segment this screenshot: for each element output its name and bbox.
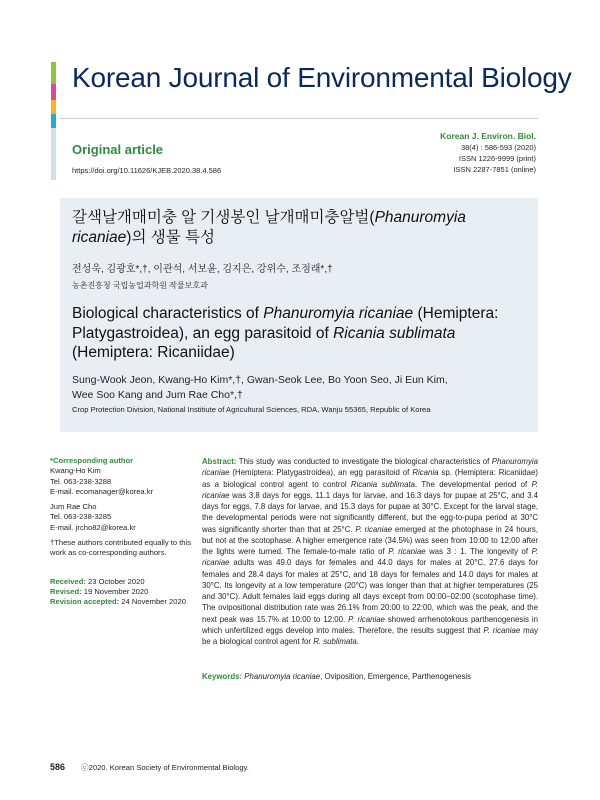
- english-authors: [72, 373, 512, 402]
- english-title-text-mid: (Hemiptera: Platygastroidea), an egg parasitoid of: [72, 305, 499, 342]
- abstract-label: Abstract:: [202, 457, 237, 466]
- color-bar-blue: [51, 114, 56, 128]
- korean-title-species: Phanuromyia ricaniae: [72, 209, 466, 246]
- keyword-species: Phanuromyia ricaniae: [244, 672, 321, 681]
- co-corresponding-note: †These authors contributed equally to this work as co-corresponding authors.: [50, 538, 191, 558]
- abstract-species: P. ricaniae: [202, 479, 538, 500]
- accepted-label: Revision accepted:: [50, 597, 120, 607]
- english-authors-line2: Wee Soo Kang and Jum Rae Cho*,†: [72, 388, 243, 401]
- abstract-species: R. sublimata: [313, 637, 357, 646]
- english-authors-line1: Sung-Wook Jeon, Kwang-Ho Kim*,†, Gwan-Seok Lee, Bo Yoon Seo, Ji Eun Kim,: [72, 374, 448, 386]
- english-title-text-end: (Hemiptera: Ricaniidae): [72, 344, 235, 361]
- abstract-species: P. ricaniae: [355, 524, 393, 534]
- issn-print: ISSN 1226-9999 (print): [458, 154, 536, 163]
- citation-block: [440, 130, 536, 175]
- abstract-text: . The developmental period of: [414, 479, 532, 489]
- author1-email[interactable]: E-mail. ecomanager@korea.kr: [50, 486, 154, 496]
- volume-pages: 38(4) : 586-593 (2020): [460, 143, 536, 152]
- color-bar-grey: [51, 128, 56, 180]
- abstract-text: adults was 49.0 days for females and 44.0 days for males at 20°C, 27.6 days for females and 28.4 days for males at 25°C, and 18 days for females and 14.0 days for males at 30°C. Its longevity at a low temperature (20°C) was longer than that at higher temperatures (25 and 30°C). Adult females laid eggs during all days except from 00:00–02:00 (scotophase time). The ovipositional distribution rate was 26.1% from 20:00 to 22:00, which was the peak, and the next peak was 15.7% at 10:00 to 12:00.: [202, 558, 538, 624]
- author1-tel: Tel. 063-238-3288: [50, 476, 112, 486]
- abstract-species: Ricania: [412, 468, 439, 478]
- color-bar-pink: [51, 84, 56, 100]
- color-bar-green: [51, 62, 56, 84]
- received-label: Received:: [50, 576, 86, 586]
- english-affiliation: Crop Protection Division, National Institiute of Agricultural Sciences, RDA, Wanju 55365, Republic of Korea: [72, 405, 431, 414]
- author1-name: Kwang-Ho Kim: [50, 466, 101, 476]
- english-title-text: Biological characteristics of: [72, 305, 264, 322]
- keywords-text: , Oviposition, Emergence, Parthenogenesis: [320, 672, 472, 681]
- abstract-species: P. ricaniae: [348, 614, 385, 624]
- journal-abbrev: Korean J. Environ. Biol.: [440, 131, 536, 141]
- abstract-species: P. ricaniae: [202, 547, 539, 568]
- abstract-text: was 3.8 days for eggs, 11.1 days for larvae, and 16.3 days for pupae at 25°C, and 3.4 days for eggs, 7.8 days for larvae, and 15.3 days for pupae at 30°C. Except for the larval stage, the developmental periods were not significantly different, but the egg-to-pupa period at 30°C was significantly shorter than that at 25°C.: [202, 490, 538, 534]
- author2-email[interactable]: E-mail. jrcho82@korea.kr: [50, 522, 136, 532]
- english-title-species: Phanuromyia ricaniae: [263, 305, 414, 322]
- abstract-species: Phanuromyia ricaniae: [202, 457, 538, 478]
- author2-name: Jum Rae Cho: [50, 502, 97, 512]
- corresponding-author-label: *Corresponding author: [50, 456, 134, 465]
- abstract-species: P. ricaniae: [483, 625, 521, 635]
- abstract-text: may be a biological control agent for: [202, 625, 538, 646]
- abstract-text: was 3 : 1. The longevity of: [425, 547, 532, 556]
- keywords: [202, 672, 538, 681]
- english-title-host-species: Ricania sublimata: [333, 324, 456, 342]
- abstract-text: This study was conducted to investigate the biological characteristics of: [236, 457, 492, 466]
- revised-label: Revised:: [50, 586, 82, 596]
- accepted-date: 24 November 2020: [119, 597, 186, 607]
- abstract-text: (Hemiptera: Platygastroidea), an egg parasitoid of: [229, 468, 413, 478]
- header-rule: [60, 118, 538, 119]
- author-sidebar: [50, 456, 192, 608]
- issn-online: ISSN 2287-7851 (online): [453, 165, 536, 174]
- article-dates: [50, 577, 192, 608]
- page-footer: [50, 762, 249, 773]
- abstract-text: emerged at the photophase in 24 hours, but not at the scotophase. A higher emergence rate (34.5%) was seen from 10:00 to 12:00 after the lights were turned. The female-to-male ratio of: [202, 524, 538, 556]
- doi-link[interactable]: https://doi.org/10.11626/KJEB.2020.38.4.586: [72, 166, 222, 175]
- copyright: ⓒ2020. Korean Society of Environmental Biology.: [81, 763, 249, 772]
- keywords-label: Keywords:: [202, 672, 243, 681]
- english-title: [72, 304, 527, 363]
- korean-title: [72, 208, 527, 248]
- abstract-species: P. ricaniae: [388, 547, 426, 556]
- page-number: 586: [50, 762, 66, 772]
- journal-title: Korean Journal of Environmental Biology: [72, 62, 572, 93]
- article-type: Original article: [72, 142, 164, 157]
- color-bar-yellow: [51, 100, 56, 114]
- abstract-text: sp. (Hemiptera: Ricaniidae) as a biological control agent to control: [202, 468, 539, 489]
- abstract-text: .: [356, 637, 359, 646]
- abstract: [202, 456, 538, 647]
- abstract-species: Ricania sublimata: [350, 479, 415, 489]
- abstract-text: showed arrhenotokous parthenogenesis in which unfertilized eggs develop into males. Therefore, the results suggest that: [202, 614, 538, 635]
- revised-date: 19 November 2020: [81, 586, 149, 596]
- korean-title-text-end: )의 생물 특성: [126, 229, 215, 246]
- author2-tel: Tel. 063-238-3285: [50, 512, 112, 522]
- korean-authors: 전성욱, 김광호*,†, 이관석, 서보윤, 김지은, 강위수, 조점래*,†: [72, 264, 333, 275]
- korean-title-text: 갈색날개매미충 알 기생봉인 날개매미충알벌(: [72, 209, 375, 226]
- received-date: 23 October 2020: [85, 576, 145, 586]
- korean-affiliation: 농촌진흥청 국립농업과학원 작물보호과: [72, 281, 208, 290]
